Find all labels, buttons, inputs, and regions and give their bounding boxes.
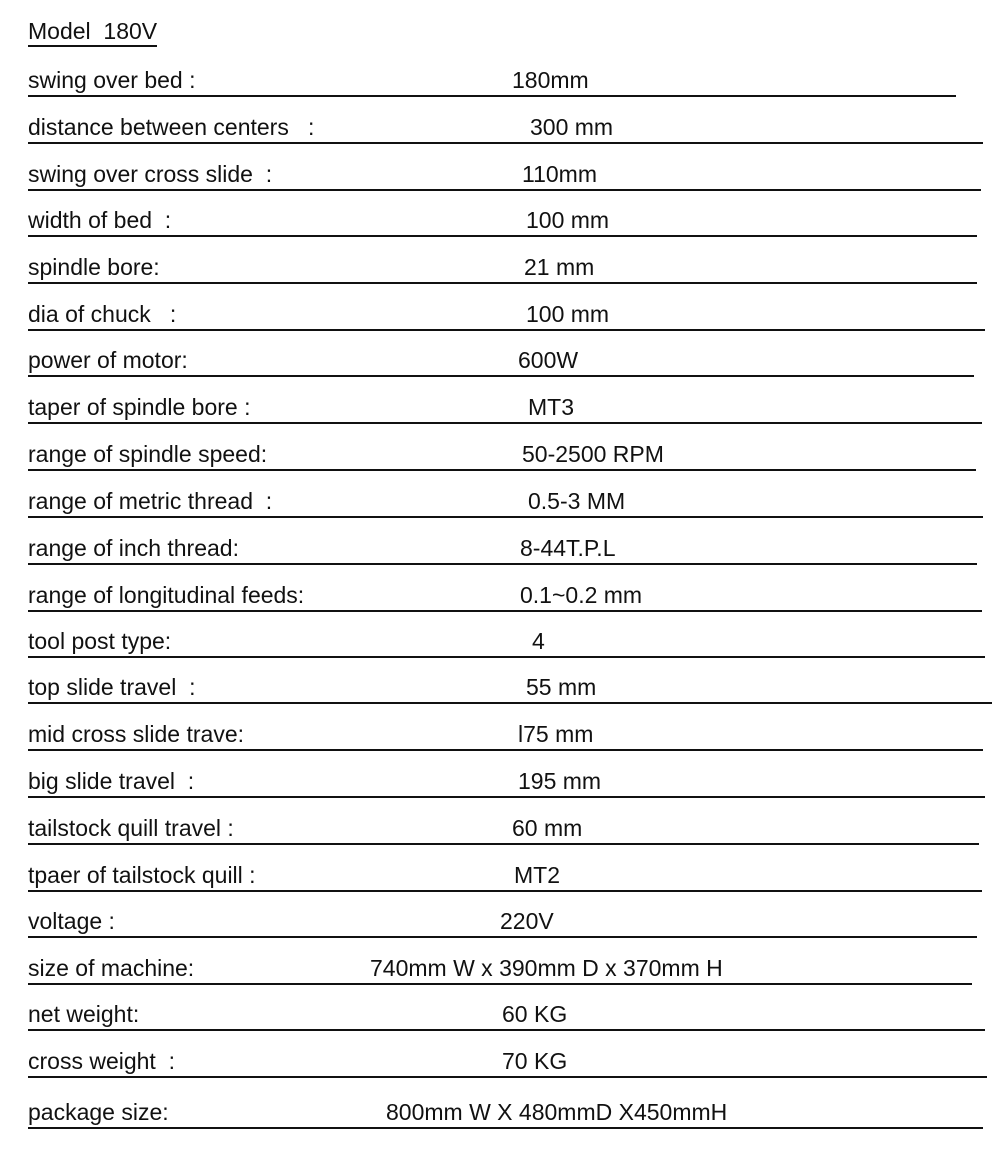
underline-rule <box>28 1029 985 1031</box>
spec-label: big slide travel : <box>28 768 195 794</box>
spec-label: range of inch thread: <box>28 535 239 561</box>
underline-rule <box>28 749 983 751</box>
spec-value: 110mm <box>522 161 597 187</box>
spec-row <box>0 67 1000 93</box>
spec-value: 0.5-3 MM <box>528 488 626 514</box>
spec-label: power of motor: <box>28 347 188 373</box>
spec-value: 600W <box>518 347 579 373</box>
underline-rule <box>28 516 983 518</box>
spec-label: top slide travel : <box>28 674 196 700</box>
spec-label: size of machine: <box>28 955 195 981</box>
spec-value: 21 mm <box>524 254 595 280</box>
underline-rule <box>28 843 979 845</box>
spec-value: 8-44T.P.L <box>520 535 616 561</box>
spec-value: 4 <box>532 628 545 654</box>
spec-row <box>0 674 1000 700</box>
spec-row <box>0 862 1000 888</box>
underline-rule <box>28 936 977 938</box>
underline-rule <box>28 329 985 331</box>
spec-row <box>0 628 1000 654</box>
spec-label: tailstock quill travel : <box>28 815 234 841</box>
underline-rule <box>28 469 976 471</box>
spec-value: MT3 <box>528 394 574 420</box>
model-title: Model 180V <box>28 18 157 47</box>
spec-label: swing over bed : <box>28 67 196 93</box>
underline-rule <box>28 983 972 985</box>
spec-row <box>0 1048 1000 1074</box>
spec-value: 60 mm <box>512 815 583 841</box>
spec-value: 740mm W x 390mm D x 370mm H <box>370 955 723 981</box>
underline-rule <box>28 1127 983 1129</box>
spec-label: dia of chuck : <box>28 301 177 327</box>
spec-label: cross weight : <box>28 1048 175 1074</box>
spec-row <box>0 582 1000 608</box>
underline-rule <box>28 610 982 612</box>
spec-value: 220V <box>500 908 554 934</box>
spec-label: tool post type: <box>28 628 172 654</box>
spec-label: voltage : <box>28 908 115 934</box>
underline-rule <box>28 563 977 565</box>
spec-row <box>0 721 1000 747</box>
spec-row <box>0 815 1000 841</box>
spec-row <box>0 254 1000 280</box>
spec-label: package size: <box>28 1099 169 1125</box>
underline-rule <box>28 702 992 704</box>
spec-row <box>0 161 1000 187</box>
spec-row <box>0 441 1000 467</box>
spec-value: 50-2500 RPM <box>522 441 664 467</box>
spec-value: 100 mm <box>526 207 610 233</box>
spec-row <box>0 908 1000 934</box>
spec-row <box>0 347 1000 373</box>
spec-row <box>0 488 1000 514</box>
underline-rule <box>28 890 982 892</box>
spec-label: width of bed : <box>28 207 172 233</box>
spec-value: 70 KG <box>502 1048 568 1074</box>
spec-label: spindle bore: <box>28 254 160 280</box>
underline-rule <box>28 1076 987 1078</box>
spec-row <box>0 394 1000 420</box>
spec-label: taper of spindle bore : <box>28 394 251 420</box>
spec-label: distance between centers : <box>28 114 315 140</box>
spec-value: 0.1~0.2 mm <box>520 582 643 608</box>
spec-label: tpaer of tailstock quill : <box>28 862 256 888</box>
spec-value: MT2 <box>514 862 560 888</box>
spec-label: mid cross slide trave: <box>28 721 245 747</box>
underline-rule <box>28 796 985 798</box>
spec-row <box>0 114 1000 140</box>
spec-value: l75 mm <box>518 721 594 747</box>
spec-value: 55 mm <box>526 674 597 700</box>
spec-label: range of spindle speed: <box>28 441 268 467</box>
underline-rule <box>28 235 977 237</box>
spec-label: swing over cross slide : <box>28 161 273 187</box>
spec-label: range of metric thread : <box>28 488 273 514</box>
spec-row <box>0 955 1000 981</box>
spec-value: 60 KG <box>502 1001 568 1027</box>
underline-rule <box>28 189 981 191</box>
underline-rule <box>28 95 956 97</box>
spec-row <box>0 207 1000 233</box>
spec-value: 800mm W X 480mmD X450mmH <box>386 1099 728 1125</box>
underline-rule <box>28 282 977 284</box>
underline-rule <box>28 375 974 377</box>
spec-row <box>0 535 1000 561</box>
spec-label: range of longitudinal feeds: <box>28 582 305 608</box>
spec-value: 195 mm <box>518 768 602 794</box>
spec-row <box>0 768 1000 794</box>
spec-value: 300 mm <box>530 114 614 140</box>
spec-row <box>0 1099 1000 1125</box>
spec-row <box>0 301 1000 327</box>
spec-row <box>0 1001 1000 1027</box>
underline-rule <box>28 422 982 424</box>
underline-rule <box>28 142 983 144</box>
spec-value: 100 mm <box>526 301 610 327</box>
spec-value: 180mm <box>512 67 589 93</box>
underline-rule <box>28 656 985 658</box>
spec-label: net weight: <box>28 1001 140 1027</box>
